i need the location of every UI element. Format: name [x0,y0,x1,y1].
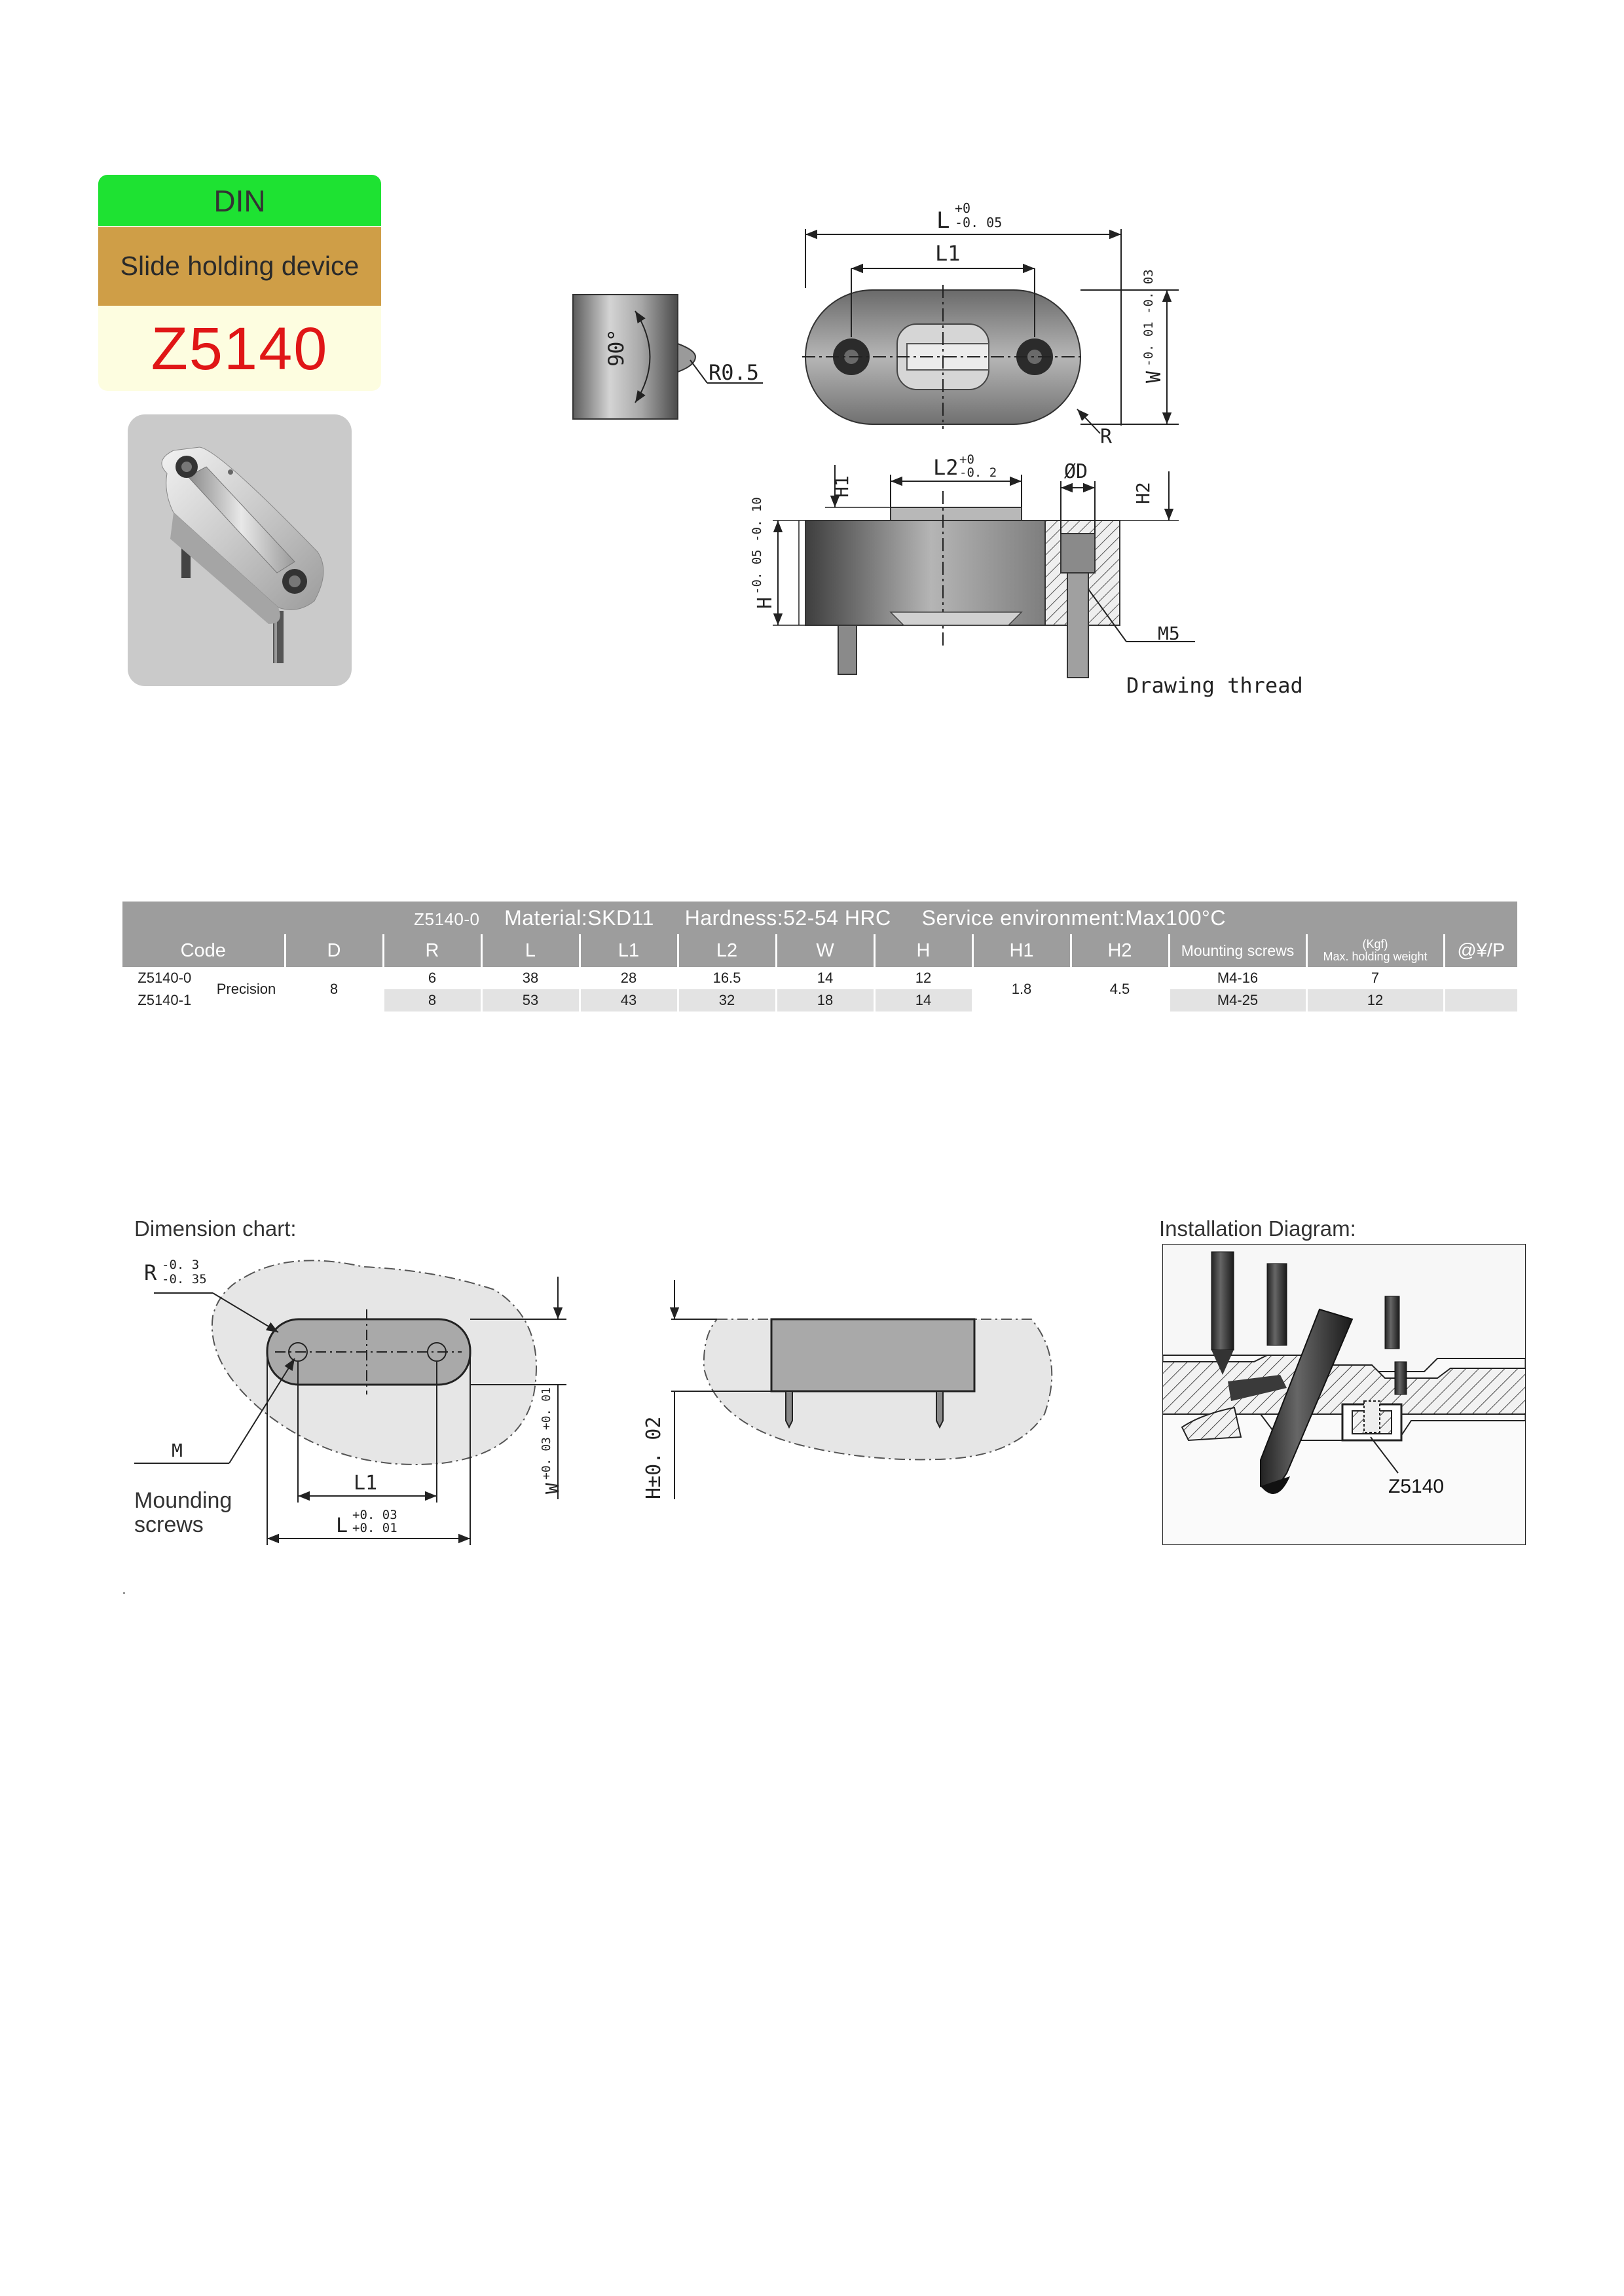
header-r: R [383,934,481,967]
r-cell: 6 [383,967,481,989]
header-code: Code [122,934,285,967]
h1-cell: 1.8 [972,967,1071,1011]
standard-badge: DIN [98,175,381,226]
front-view [750,452,1303,698]
chart-L1: L1 [354,1472,378,1495]
spec-table [122,902,1517,1011]
dim-R: R [1100,426,1113,448]
header-holding-weight [1306,934,1444,967]
material: Material:SKD11 [504,905,654,930]
w-cell: 18 [776,989,874,1011]
l1-cell: 28 [580,967,678,989]
header-h: H [874,934,972,967]
thread-label: M5 [1158,623,1180,644]
l-cell: 53 [481,989,580,1011]
h2-cell: 4.5 [1071,967,1169,1011]
header-l: L [481,934,580,967]
l2-cell: 16.5 [678,967,776,989]
dim-L1: L1 [935,241,961,266]
header-mounting-screws: Mounting screws [1169,934,1306,967]
header-w: W [776,934,874,967]
dim-H2: H2 [1132,482,1154,504]
title-code: Z5140-0 [414,909,480,929]
screws-cell: M4-16 [1169,967,1306,989]
dim-L2-tol-lower: -0. 2 [959,465,997,480]
chart-L-tol-upper: +0. 03 [352,1508,397,1522]
table-header-row [122,934,1517,967]
chart-R-tol-upper: -0. 3 [162,1258,200,1272]
product-render [128,414,352,686]
chart-H: H±0. 02 [642,1416,665,1499]
header-price: @¥/P [1444,934,1517,967]
chart-L-tol-lower: +0. 01 [352,1521,397,1535]
technical-drawing [550,183,1323,720]
header-h2: H2 [1071,934,1169,967]
radius-label: R0.5 [709,360,760,385]
w-cell: 14 [776,967,874,989]
dim-H1: H1 [831,475,853,498]
drawing-thread-label: Drawing thread [1126,673,1303,698]
price-cell [1444,989,1517,1011]
installation-title: Installation Diagram: [1159,1216,1356,1241]
dim-W: W [1143,371,1166,383]
top-view [802,200,1179,448]
header-l2: L2 [678,934,776,967]
product-type: Slide holding device [98,226,381,306]
d-cell: 8 [285,967,383,1011]
chart-M: M [172,1440,183,1461]
chart-R-tol-lower: -0. 35 [162,1272,207,1286]
installation-part-label: Z5140 [1388,1476,1445,1497]
h-cell: 14 [874,989,972,1011]
dim-H-tol: -0. 05 -0. 10 [750,497,764,594]
dimension-chart [128,1237,1090,1552]
chart-R: R [144,1260,157,1285]
dim-L2-tol-upper: +0 [959,452,974,467]
l1-cell: 43 [580,989,678,1011]
product-code: Z5140 [98,306,381,391]
l-cell: 38 [481,967,580,989]
weight-cell: 7 [1306,967,1444,989]
dim-L: L [936,208,950,234]
chart-L: L [336,1514,348,1537]
table-row [122,967,1517,989]
angle-label: 90° [604,329,629,367]
row-code: Z5140-1 [122,989,208,1011]
dimension-chart-title: Dimension chart: [134,1216,297,1241]
table-title-row [122,902,1517,934]
chart-W: W [542,1483,563,1494]
grade-cell: Precision [208,967,285,1011]
chart-W-tol: +0. 03 +0. 01 [540,1387,553,1480]
service-environment: Service environment:Max100°C [921,905,1226,930]
product-photo [128,414,352,686]
installation-diagram [1162,1244,1526,1545]
dim-L2: L2 [933,455,959,480]
page-dot [123,1592,125,1594]
header-d: D [285,934,383,967]
dim-H: H [754,596,777,609]
weight-cell: 12 [1306,989,1444,1011]
r-cell: 8 [383,989,481,1011]
h-cell: 12 [874,967,972,989]
price-cell [1444,967,1517,989]
row-code: Z5140-0 [122,967,208,989]
side-view [573,295,763,419]
screws-cell: M4-25 [1169,989,1306,1011]
mounding-screws-label-1: Mounding [134,1488,232,1513]
header-weight-unit: (Kgf) [1362,938,1388,951]
hardness: Hardness:52-54 HRC [684,905,891,930]
header-l1: L1 [580,934,678,967]
dim-L-tol-lower: -0. 05 [955,215,1003,230]
dim-W-tol: -0. 01 -0. 03 [1141,269,1156,367]
header-weight-label: Max. holding weight [1323,950,1428,963]
mounding-screws-label-2: screws [134,1512,204,1537]
product-label [98,175,381,391]
header-h1: H1 [972,934,1071,967]
l2-cell: 32 [678,989,776,1011]
dim-L-tol-upper: +0 [955,200,971,216]
dim-D: ØD [1064,460,1088,483]
